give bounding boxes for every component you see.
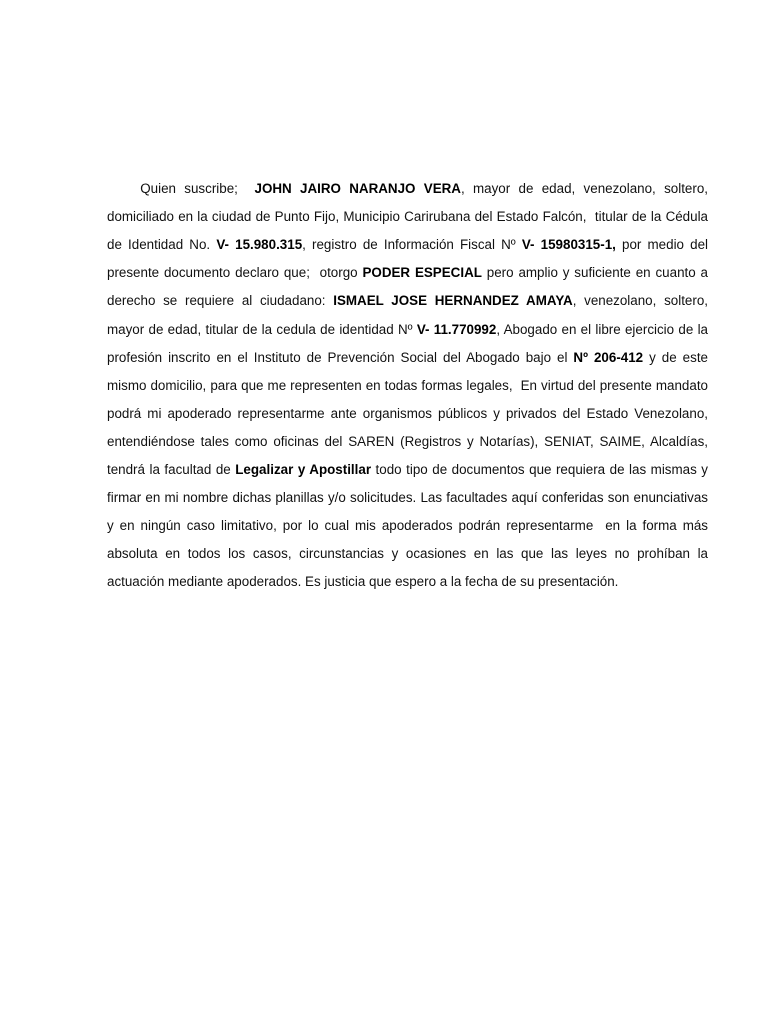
text-segment: , venezolano, soltero, mayor de edad, titular de la cedula de identidad Nº [107,293,712,337]
grantor-tax-id: V- 15980315-1, [521,237,616,253]
text-segment: , registro de Información Fiscal Nº [302,237,522,253]
document-body [107,147,712,625]
text-segment: todo tipo de documentos que requiera de las mismas y firmar en mi nombre dichas planillas y/o solicitudes. Las facultades aquí conferidas son enunciativas y en ningún caso limitativo, por lo cual mis apoderados podrán representarme en la forma más absoluta en todos los casos, circunstancias y ocasiones en las que las leyes no prohíban la actuación mediante apoderados. Es justicia que espero a la fecha de su presentación. [107,462,712,590]
text-segment: y de este mismo domicilio, para que me representen en todas formas legales, En virtud del presente mandato podrá mi apoderado representarme ante organismos públicos y privados del Estado Venezolano, entendiéndose tales como oficinas del SAREN (Registros y Notarías), SENIAT, SAIME, Alcaldías, tendrá la facultad de [107,349,712,478]
attorney-id-number: V- 11.770992 [416,321,497,337]
text-segment: por medio del presente documento declaro que; otorgo [107,237,712,281]
grantor-name: JOHN JAIRO NARANJO VERA [254,181,461,197]
text-segment: , Abogado en el libre ejercicio de la profesión inscrito en el Instituto de Prevención Social del Abogado bajo el [107,321,712,365]
grantor-id-number: V- 15.980.315 [216,237,303,253]
attorney-name: ISMAEL JOSE HERNANDEZ AMAYA [333,293,573,309]
text-segment: , mayor de edad, venezolano, soltero, domiciliado en la ciudad de Punto Fijo, Municipio Carirubana del Estado Falcón, titular de la Cédula de Identidad No. [107,181,712,253]
granted-faculty: Legalizar y Apostillar [235,462,372,478]
attorney-registration-number: Nº 206-412 [573,349,644,365]
text-segment: pero amplio y suficiente en cuanto a derecho se requiere al ciudadano: [107,265,712,309]
text-segment: Quien suscribe; [140,181,255,197]
power-type: PODER ESPECIAL [362,265,482,281]
